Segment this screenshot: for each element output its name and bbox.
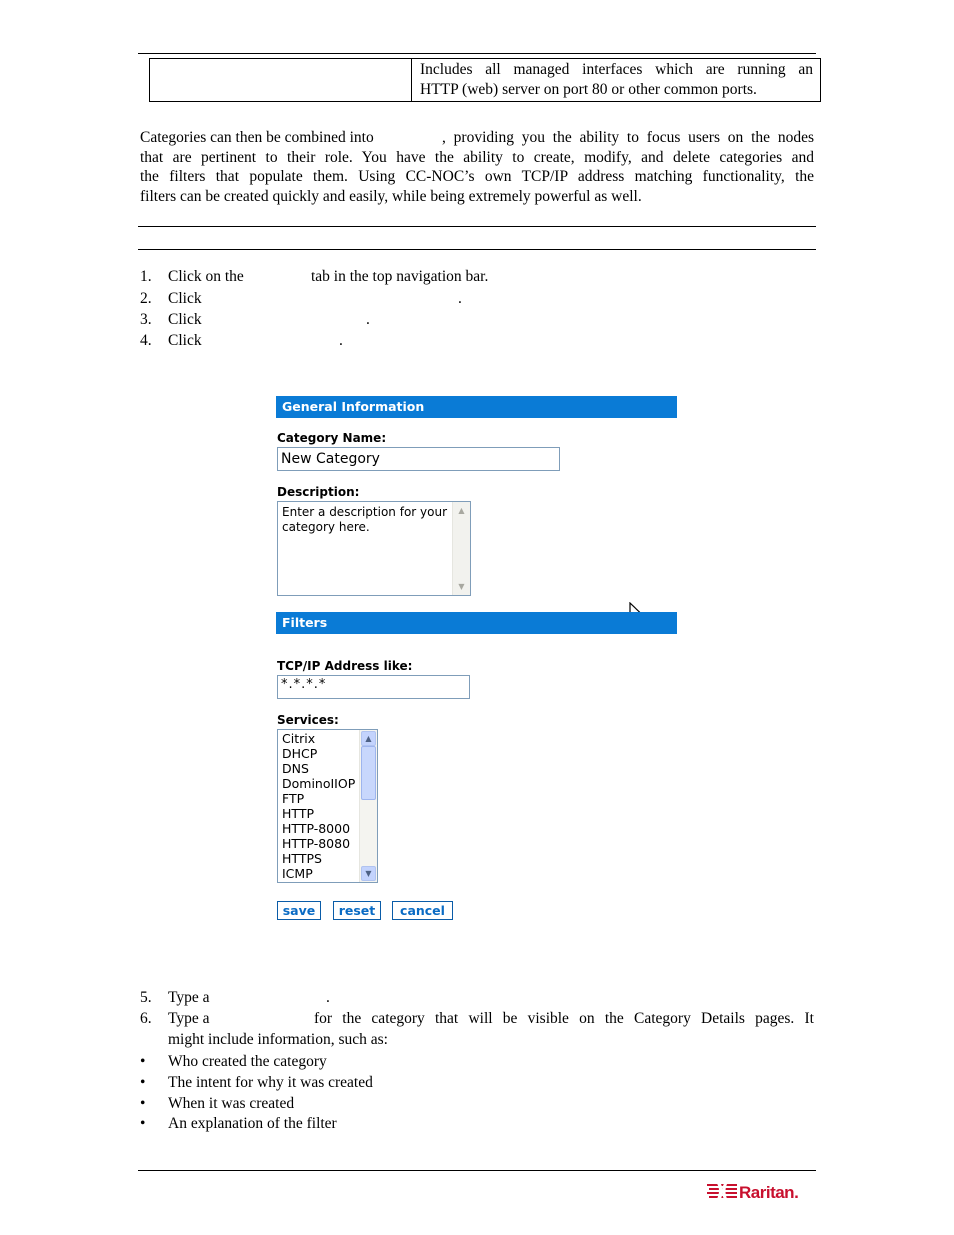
category-name-label: Category Name:: [277, 431, 387, 445]
step-6: [140, 1009, 814, 1029]
cancel-button[interactable]: cancel: [392, 901, 453, 920]
step-number: 1.: [140, 268, 152, 285]
step-text: Click on the: [168, 268, 244, 285]
intro-line: the filters that populate them. Using CC-NOC’s own TCP/IP address matching functionality, the: [140, 168, 814, 185]
bullet-dot-icon: •: [140, 1053, 146, 1070]
services-table: [149, 58, 821, 102]
scroll-down-icon[interactable]: ▼: [361, 866, 376, 881]
table-cell-line: Includes all managed interfaces which are running an: [420, 61, 813, 78]
step-text: Click: [168, 290, 202, 307]
raritan-wordmark: Raritan.: [739, 1183, 799, 1202]
step-number: 3.: [140, 311, 152, 328]
step-text: might include information, such as:: [168, 1031, 388, 1048]
table-cell-line: HTTP (web) server on port 80 or other common ports.: [420, 81, 757, 98]
list-item[interactable]: HTTP-8080: [282, 836, 351, 851]
step-text: tab in the top navigation bar.: [311, 268, 489, 285]
filters-header: Filters: [276, 612, 677, 634]
description-scrollbar[interactable]: [452, 502, 470, 595]
bullet-text: When it was created: [168, 1095, 295, 1112]
step-number: 4.: [140, 332, 152, 349]
intro-line: that are pertinent to their role. You have the ability to create, modify, and delete categories and: [140, 148, 814, 166]
step-text: .: [366, 311, 370, 328]
tcpip-address-input[interactable]: *.*.*.*: [277, 675, 470, 699]
category-form-screenshot: [276, 396, 677, 936]
step-text: Click: [168, 311, 202, 328]
raritan-mark-icon: [707, 1182, 737, 1201]
step-text: Type a: [168, 989, 210, 1006]
step-text: .: [326, 989, 330, 1006]
step-text: .: [339, 332, 343, 349]
step-text: for the category that will be visible on the Category Details pages. It: [314, 1010, 814, 1027]
list-item[interactable]: ICMP: [282, 866, 313, 881]
scroll-up-icon[interactable]: ▲: [458, 506, 465, 515]
list-item[interactable]: FTP: [282, 791, 305, 806]
intro-paragraph: [140, 128, 814, 206]
list-item[interactable]: Citrix: [282, 731, 316, 746]
bullet-text: The intent for why it was created: [168, 1074, 373, 1091]
bullet-text: Who created the category: [168, 1053, 327, 1070]
list-item[interactable]: HTTP: [282, 806, 314, 821]
description-textarea[interactable]: [277, 501, 471, 596]
step-number: 5.: [140, 989, 152, 1006]
step-number: 6.: [140, 1010, 152, 1027]
save-button[interactable]: save: [277, 901, 321, 920]
list-item[interactable]: DNS: [282, 761, 309, 776]
header-rule: [138, 53, 816, 54]
services-listbox[interactable]: [277, 729, 378, 883]
step-text: Click: [168, 332, 202, 349]
step-number: 2.: [140, 290, 152, 307]
scroll-up-icon[interactable]: ▲: [361, 731, 376, 746]
description-text: Enter a description for your category here.: [282, 505, 448, 534]
step-text: Type a: [168, 1010, 210, 1027]
raritan-logo: [707, 1180, 813, 1204]
intro-line-part: , providing you the ability to focus users on the nodes: [442, 129, 814, 146]
footer-rule: [138, 1170, 816, 1171]
scroll-thumb[interactable]: [361, 746, 376, 800]
section-rule-top: [138, 226, 816, 227]
list-item[interactable]: DHCP: [282, 746, 318, 761]
bullet-dot-icon: •: [140, 1115, 146, 1132]
reset-button[interactable]: reset: [333, 901, 381, 920]
list-item[interactable]: HTTP-8000: [282, 821, 351, 836]
step-text: .: [458, 290, 462, 307]
list-item[interactable]: HTTPS: [282, 851, 322, 866]
category-name-input[interactable]: New Category: [277, 447, 560, 471]
general-information-header: General Information: [276, 396, 677, 418]
intro-line: filters can be created quickly and easily, while being extremely powerful as well.: [140, 187, 642, 205]
services-scrollbar[interactable]: [359, 730, 377, 882]
bullet-dot-icon: •: [140, 1095, 146, 1112]
tcpip-address-label: TCP/IP Address like:: [277, 659, 413, 673]
table-cell-description: [420, 60, 813, 100]
intro-line-part: Categories can then be combined into: [140, 129, 374, 146]
bullet-dot-icon: •: [140, 1074, 146, 1091]
description-label: Description:: [277, 485, 360, 499]
services-label: Services:: [277, 713, 339, 727]
section-rule-bottom: [138, 249, 816, 250]
list-item[interactable]: DominoIIOP: [282, 776, 356, 791]
intro-line: [140, 128, 814, 148]
scroll-down-icon[interactable]: ▼: [458, 582, 465, 591]
table-column-divider: [411, 59, 412, 101]
services-items: [282, 731, 355, 881]
bullet-text: An explanation of the filter: [168, 1115, 337, 1132]
